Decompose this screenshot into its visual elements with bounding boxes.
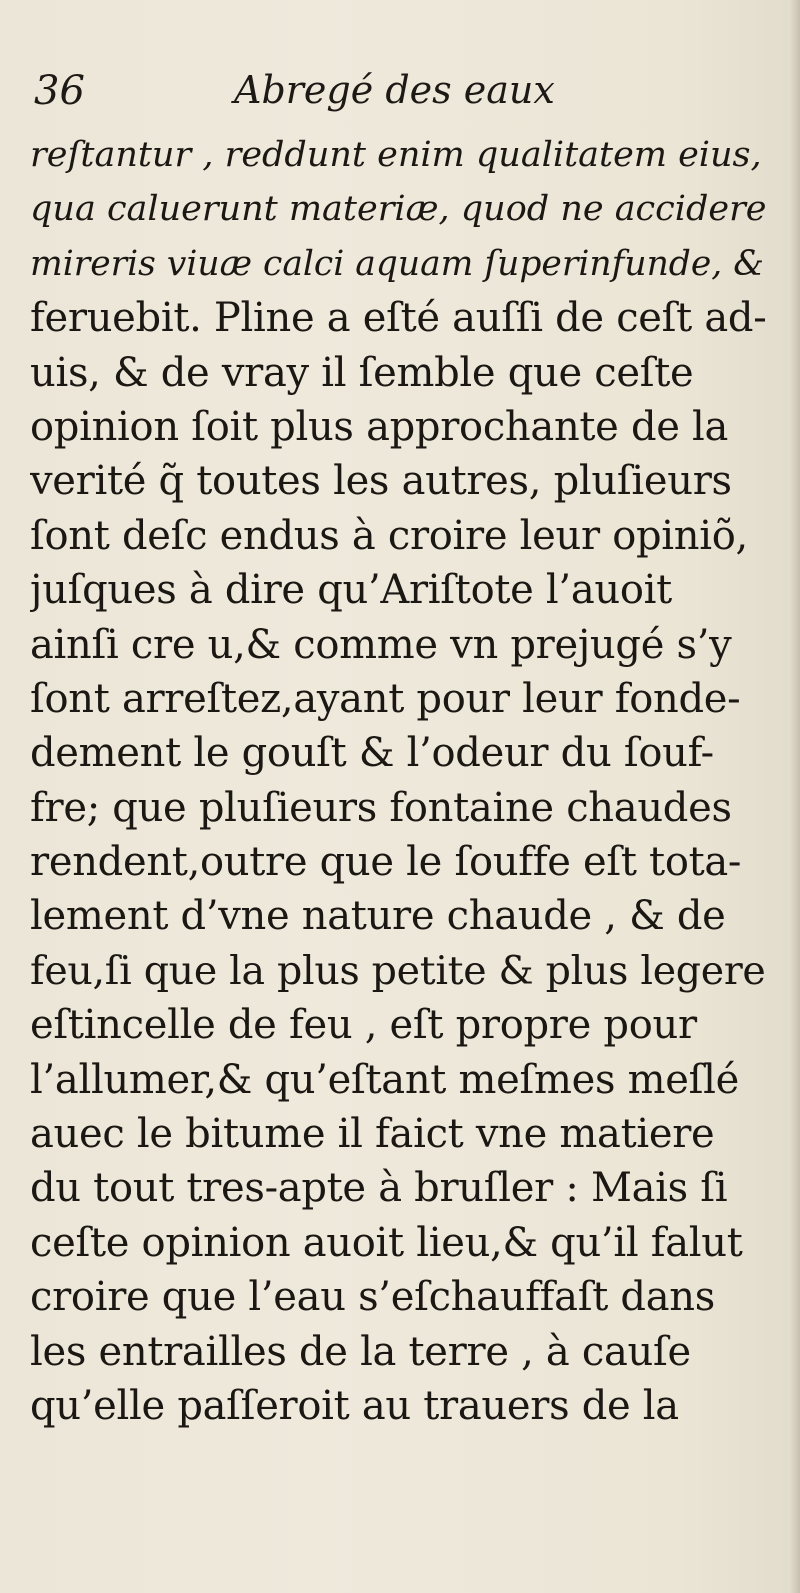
text-line: ſont arreſtez,ayant pour leur fonde- (30, 675, 741, 722)
text-line: l’allumer,& qu’eſtant meſmes meſlé (30, 1056, 740, 1103)
text-line: feruebit. Pline a eſté auſſi de ceſt ad- (30, 295, 767, 342)
text-line: uis, & de vray il ſemble que ceſte (30, 349, 694, 396)
text-line: fre; que pluſieurs fontaine chaudes (30, 784, 732, 831)
body-text (30, 128, 770, 1433)
page-number: 36 (34, 68, 85, 114)
text-line: ſont deſc endus à croire leur opiniõ, (30, 512, 748, 559)
text-line: eſtincelle de feu , eſt propre pour (30, 1002, 697, 1049)
text-line: les entrailles de la terre , à cauſe (30, 1328, 691, 1375)
text-line: verité q̃ toutes les autres, pluſieurs (30, 458, 732, 505)
text-line: ceſte opinion auoit lieu,& qu’il falut (30, 1219, 743, 1266)
text-line: lement d’vne nature chaude , & de (30, 893, 726, 940)
text-line: qu’elle paſſeroit au trauers de la (30, 1382, 679, 1429)
text-line: feu,ſi que la plus petite & plus legere (30, 947, 766, 994)
text-line: ainſi cre u,& comme vn prejugé s’y (30, 621, 732, 668)
text-line: du tout tres-apte à bruſler : Mais ſi (30, 1165, 728, 1212)
text-line: rendent,outre que le ſouffe eſt tota- (30, 839, 742, 886)
page-edge-shadow (790, 0, 800, 1593)
text-line: qua caluerunt materiæ, quod ne accidere (30, 189, 767, 230)
text-line: dement le gouſt & l’odeur du ſouf- (30, 730, 714, 777)
text-line: juſques à dire qu’Ariſtote l’auoit (30, 567, 672, 614)
text-line: mireris viuæ calci aquam ſuperinfunde, & (30, 243, 764, 284)
text-line: reſtantur , reddunt enim qualitatem eius, (30, 135, 762, 175)
text-line: croire que l’eau s’eſchauffaſt dans (30, 1274, 715, 1321)
running-title: Abregé des eaux (234, 68, 555, 112)
text-line: auec le bitume il faict vne matiere (30, 1111, 715, 1158)
running-head (34, 68, 774, 128)
text-line: opinion ſoit plus approchante de la (30, 403, 729, 450)
